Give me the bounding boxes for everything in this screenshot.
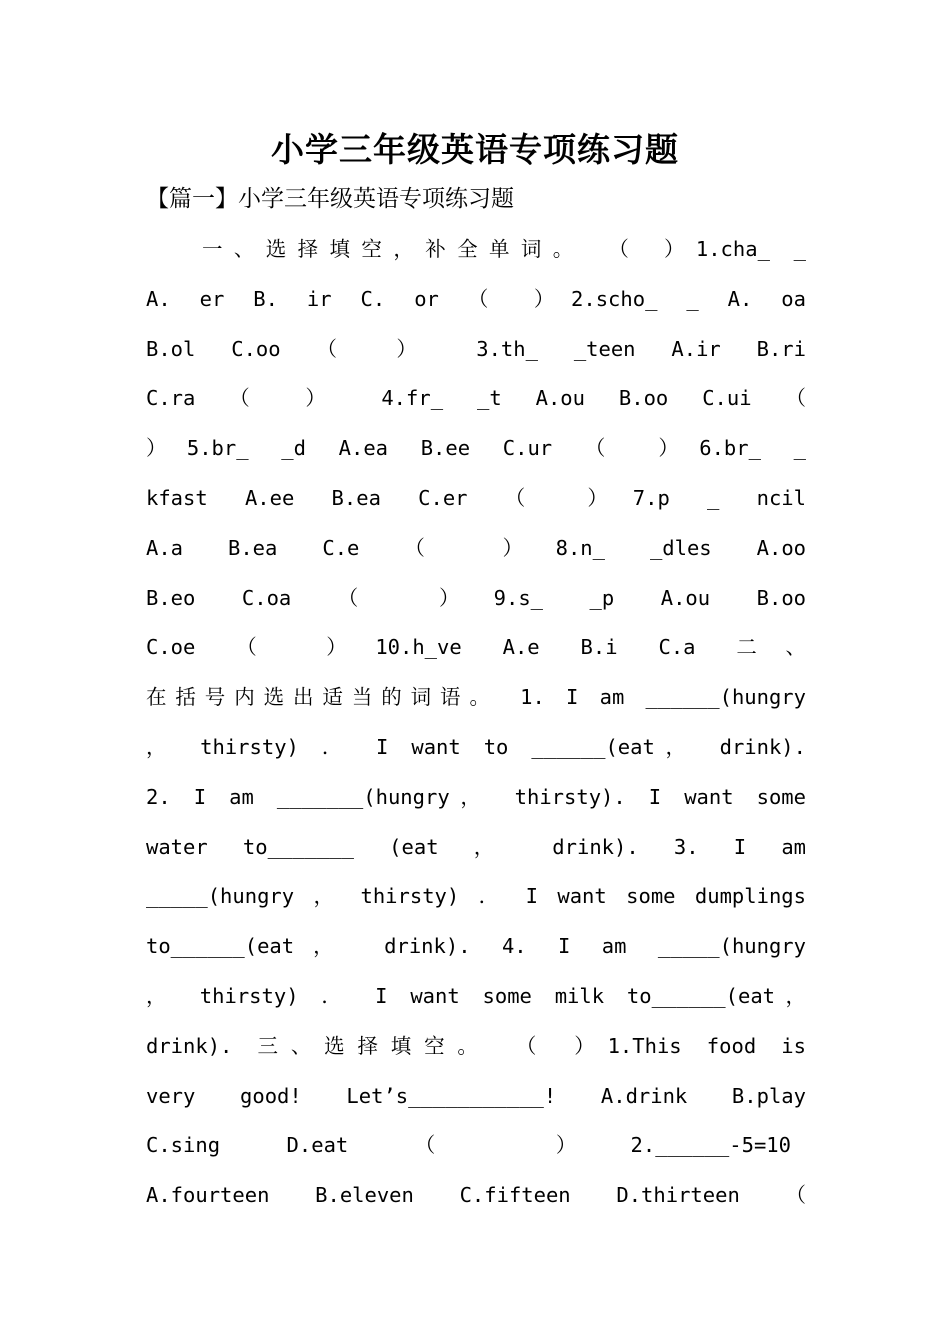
text-line: C.sing D.eat （ ）2.______-5=10: [146, 1133, 791, 1158]
text-line: ）5.br_ _d A.ea B.ee C.ur （ ）6.br_ _: [146, 436, 806, 461]
document-subtitle: 【篇一】小学三年级英语专项练习题: [146, 186, 514, 212]
document-title: 小学三年级英语专项练习题: [271, 130, 679, 169]
text-line: C.oe （ ）10.h_ve A.e B.i C.a 二、: [146, 635, 806, 660]
text-line: ， thirsty) ． I want some milk to______(eat，: [146, 983, 806, 1008]
text-line: to______(eat， drink). 4. I am _____(hungry: [146, 934, 806, 959]
text-line: ， thirsty) ． I want to ______(eat， drink).: [146, 734, 806, 759]
text-line: 2. I am _______(hungry， thirsty). I want some: [146, 784, 806, 809]
text-line: 在括号内选出适当的词语。 1. I am ______(hungry: [146, 685, 806, 710]
text-line: _____(hungry ， thirsty) ． I want some dumplings: [146, 884, 806, 909]
text-line: A.a B.ea C.e （ ）8.n_ _dles A.oo: [146, 535, 806, 560]
text-line: water to_______ (eat ， drink). 3. I am: [146, 834, 806, 859]
text-line: B.ol C.oo （ ） 3.th_ _teen A.ir B.ri: [146, 336, 806, 361]
exercise-body: [146, 225, 806, 1221]
text-line: A. er B. ir C. or （ ）2.scho_ _ A. oa: [146, 286, 806, 311]
text-line: C.ra （ ） 4.fr_ _t A.ou B.oo C.ui （: [146, 386, 806, 411]
text-line: A.fourteen B.eleven C.fifteen D.thirteen （: [146, 1183, 806, 1208]
text-line: B.eo C.oa （ ）9.s_ _p A.ou B.oo: [146, 585, 806, 610]
text-line: very good! Let’s___________! A.drink B.play: [146, 1083, 806, 1108]
text-line: drink). 三、选择填空。 （ ）1.This food is: [146, 1033, 806, 1058]
text-line: kfast A.ee B.ea C.er （ ）7.p _ ncil: [146, 485, 806, 510]
text-line: 一、选择填空，补全单词。 （ ）1.cha_ _: [202, 237, 806, 261]
